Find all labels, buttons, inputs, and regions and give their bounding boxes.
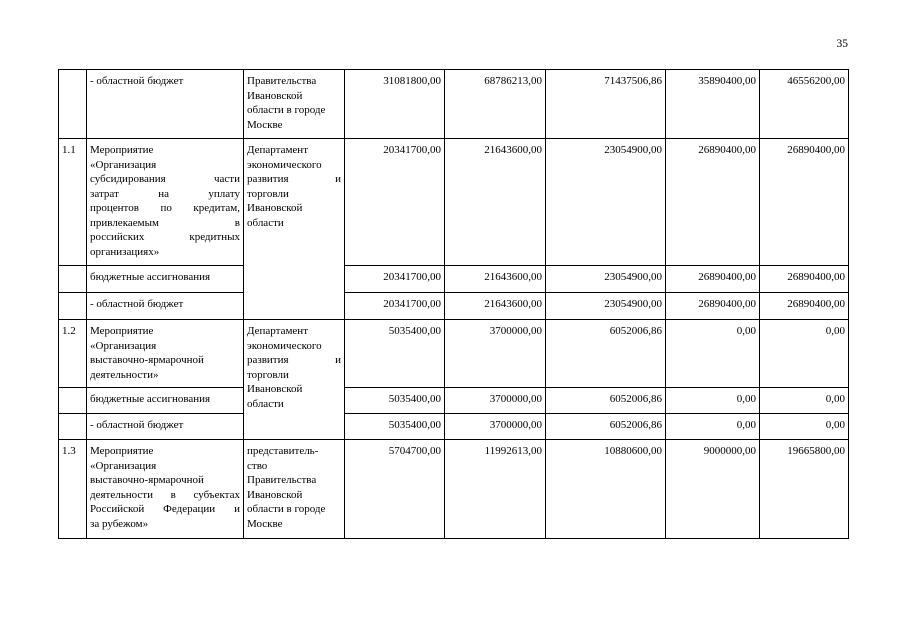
description-line: процентов по кредитам, (90, 202, 240, 214)
row-description (87, 320, 244, 388)
row-index (59, 388, 87, 414)
value-cell: 5035400,00 (345, 414, 445, 440)
value-cell: 11992613,00 (445, 440, 546, 539)
description-line: Мероприятие (90, 325, 154, 337)
organization-line: развития и (247, 354, 341, 366)
value-cell: 71437506,86 (546, 70, 666, 139)
organization-line: области в городе (247, 104, 326, 116)
value-cell: 26890400,00 (760, 139, 849, 266)
organization-line: области (247, 397, 284, 410)
organization-line: Правительства (247, 474, 317, 486)
organization-line: торговли (247, 187, 289, 200)
value-cell: 26890400,00 (666, 266, 760, 293)
row-organization (244, 440, 345, 539)
row-organization (244, 139, 345, 320)
row-description (87, 139, 244, 266)
value-cell: 26890400,00 (666, 139, 760, 266)
description-line: выставочно-ярмарочной (90, 354, 204, 366)
row-organization (244, 320, 345, 440)
value-cell: 0,00 (760, 388, 849, 414)
description-line: бюджетные ассигнования (90, 271, 211, 283)
value-cell: 0,00 (666, 388, 760, 414)
organization-line: ство (247, 459, 268, 472)
row-description (87, 266, 244, 293)
budget-table (58, 69, 849, 539)
value-cell: 20341700,00 (345, 266, 445, 293)
organization-line: Ивановской (247, 488, 303, 501)
description-line: Российской Федерации и (90, 503, 240, 515)
description-line: «Организация (90, 459, 157, 472)
organization-line: торговли (247, 368, 289, 381)
organization-line: Ивановской (247, 89, 303, 102)
value-cell: 3700000,00 (445, 414, 546, 440)
description-line: организациях» (90, 245, 160, 258)
value-cell: 0,00 (760, 414, 849, 440)
table-row (59, 388, 849, 414)
description-line: Мероприятие (90, 445, 154, 457)
value-cell: 5704700,00 (345, 440, 445, 539)
value-cell: 3700000,00 (445, 320, 546, 388)
value-cell: 5035400,00 (345, 388, 445, 414)
value-cell: 5035400,00 (345, 320, 445, 388)
description-line: «Организация (90, 339, 157, 352)
description-line: субсидирования части (90, 173, 240, 185)
row-description (87, 293, 244, 320)
table-row (59, 139, 849, 266)
description-line: - областной бюджет (90, 419, 184, 431)
organization-line: экономического (247, 158, 322, 171)
organization-line: экономического (247, 339, 322, 352)
value-cell: 68786213,00 (445, 70, 546, 139)
organization-line: Департамент (247, 144, 309, 156)
table-row (59, 70, 849, 139)
row-index: 1.1 (59, 139, 87, 266)
value-cell: 26890400,00 (666, 293, 760, 320)
description-line: бюджетные ассигнования (90, 393, 211, 405)
value-cell: 6052006,86 (546, 388, 666, 414)
value-cell: 21643600,00 (445, 266, 546, 293)
row-index: 1.2 (59, 320, 87, 388)
description-line: деятельности в субъектах (90, 488, 240, 501)
row-description (87, 70, 244, 139)
value-cell: 0,00 (666, 320, 760, 388)
value-cell: 31081800,00 (345, 70, 445, 139)
value-cell: 6052006,86 (546, 320, 666, 388)
organization-line: области в городе (247, 503, 326, 515)
table-row (59, 414, 849, 440)
description-line: Мероприятие (90, 144, 154, 156)
description-line: - областной бюджет (90, 75, 184, 87)
value-cell: 0,00 (760, 320, 849, 388)
description-line: привлекаемым в (90, 216, 240, 229)
description-line: «Организация (90, 158, 157, 171)
description-line: затрат на уплату (90, 187, 240, 200)
row-index (59, 293, 87, 320)
row-index: 1.3 (59, 440, 87, 539)
row-index (59, 266, 87, 293)
row-description (87, 440, 244, 539)
value-cell: 21643600,00 (445, 139, 546, 266)
value-cell: 6052006,86 (546, 414, 666, 440)
value-cell: 19665800,00 (760, 440, 849, 539)
value-cell: 23054900,00 (546, 266, 666, 293)
organization-line: Москве (247, 118, 283, 131)
row-description (87, 414, 244, 440)
value-cell: 26890400,00 (760, 266, 849, 293)
table-row (59, 320, 849, 388)
organization-line: Москве (247, 517, 283, 530)
organization-line: представитель- (247, 445, 319, 457)
page-number: 35 (836, 38, 848, 50)
description-line: российских кредитных (90, 231, 240, 243)
organization-line: Правительства (247, 75, 317, 87)
organization-line: области (247, 216, 284, 229)
value-cell: 23054900,00 (546, 139, 666, 266)
description-line: - областной бюджет (90, 298, 184, 310)
value-cell: 20341700,00 (345, 139, 445, 266)
row-organization (244, 70, 345, 139)
table-row (59, 266, 849, 293)
value-cell: 21643600,00 (445, 293, 546, 320)
value-cell: 9000000,00 (666, 440, 760, 539)
organization-line: Ивановской (247, 202, 303, 214)
description-line: за рубежом» (90, 517, 149, 530)
row-index (59, 414, 87, 440)
value-cell: 0,00 (666, 414, 760, 440)
value-cell: 35890400,00 (666, 70, 760, 139)
value-cell: 26890400,00 (760, 293, 849, 320)
description-line: деятельности» (90, 368, 159, 381)
value-cell: 46556200,00 (760, 70, 849, 139)
table-row (59, 293, 849, 320)
value-cell: 23054900,00 (546, 293, 666, 320)
value-cell: 3700000,00 (445, 388, 546, 414)
organization-line: Департамент (247, 325, 309, 337)
organization-line: развития и (247, 173, 341, 185)
table-row (59, 440, 849, 539)
row-index (59, 70, 87, 139)
organization-line: Ивановской (247, 383, 303, 395)
description-line: выставочно-ярмарочной (90, 474, 204, 486)
row-description (87, 388, 244, 414)
value-cell: 10880600,00 (546, 440, 666, 539)
value-cell: 20341700,00 (345, 293, 445, 320)
